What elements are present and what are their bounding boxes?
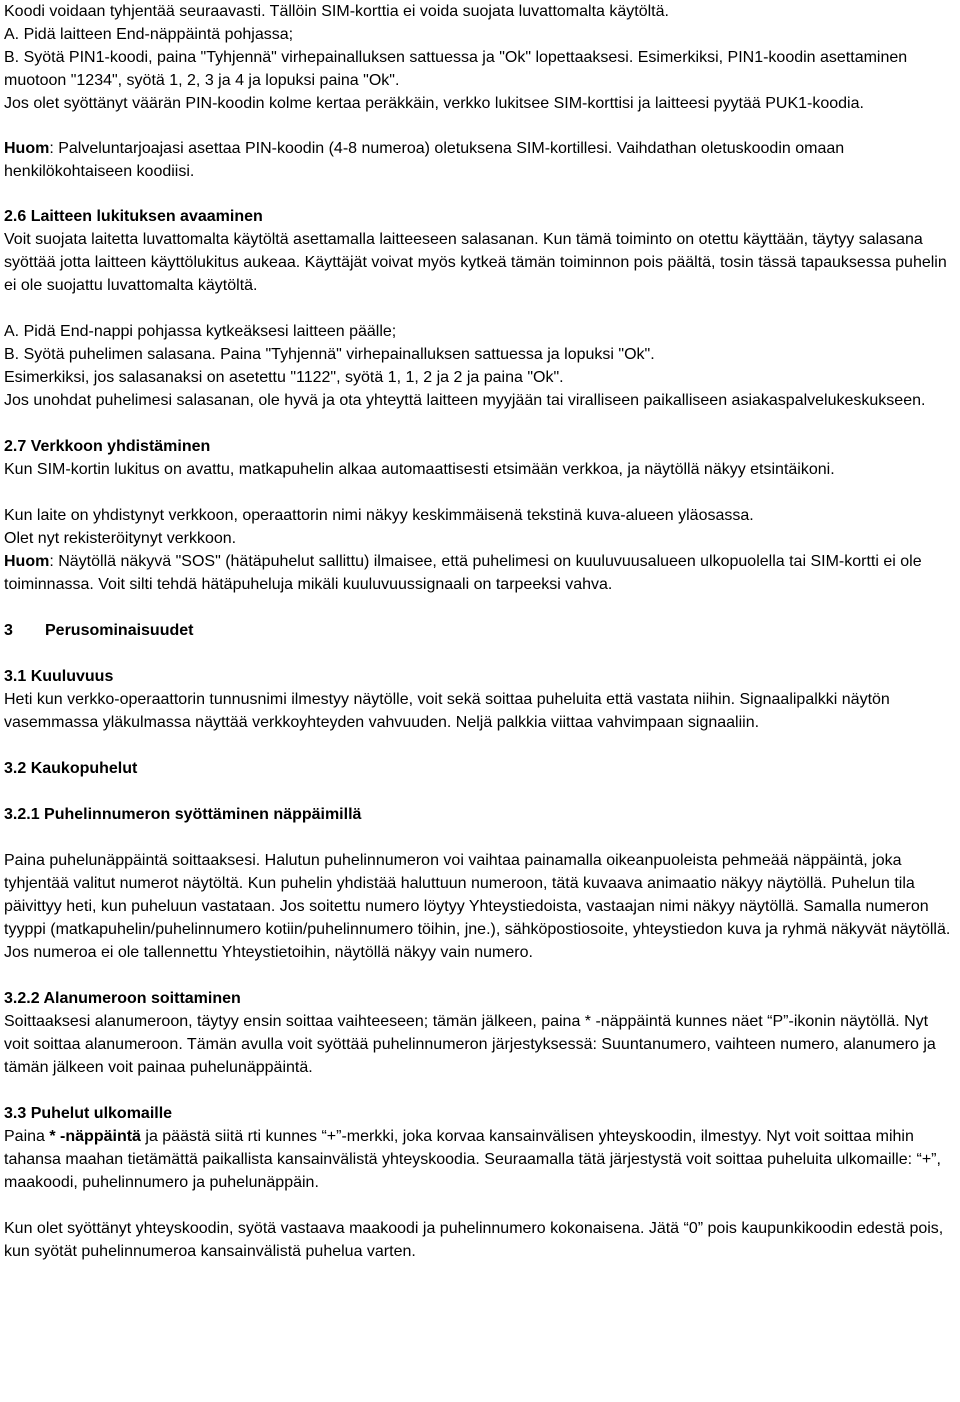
- heading-2-6: 2.6 Laitteen lukituksen avaaminen: [4, 208, 263, 225]
- heading-3-2: 3.2 Kaukopuhelut: [4, 760, 138, 777]
- heading-3-number: 3: [4, 622, 13, 639]
- heading-3-title: Perusominaisuudet: [45, 622, 194, 639]
- step-b: B. Syötä PIN1-koodi, paina "Tyhjennä" virhepainalluksen sattuessa ja "Ok" lopettaaksesi. Esimerkiksi, PIN1-koodin asettaminen muotoon "1234", syötä 1, 2, 3 ja 4 ja lopuksi paina "Ok".: [4, 49, 908, 89]
- step-2-6-a: A. Pidä End-nappi pohjassa kytkeäksesi laitteen päälle;: [4, 323, 397, 340]
- heading-3-2-1: 3.2.1 Puhelinnumeron syöttäminen näppäimillä: [4, 806, 362, 823]
- paragraph-3-2-2: Soittaaksesi alanumeroon, täytyy ensin soittaa vaihteeseen; tämän jälkeen, paina * -näppäintä kunnes näet “P”-ikonin näytöllä. Nyt voit soittaa alanumeroon. Tämän avulla voit syöttää puhelinnumeron järjestyksessä: Suuntanumero, vaihteen numero, alanumero ja tämän jälkeen voit painaa puhelunäppäintä.: [4, 1013, 936, 1076]
- step-2-6-b: B. Syötä puhelimen salasana. Paina "Tyhjennä" virhepainalluksen sattuessa ja lopuksi "Ok".: [4, 346, 655, 363]
- heading-3: [4, 619, 954, 642]
- note-text: : Palveluntarjoajasi asettaa PIN-koodin (4-8 numeroa) oletuksena SIM-kortillesi. Vaihdathan oletuskoodin omaan henkilökohtaiseen koodiisi.: [4, 140, 845, 180]
- example-2-6: Esimerkiksi, jos salasanaksi on asetettu "1122", syötä 1, 1, 2 ja 2 ja paina "Ok".: [4, 369, 564, 386]
- paragraph-2-7-connected: Kun laite on yhdistynyt verkkoon, operaattorin nimi näkyy keskimmäisenä tekstinä kuva-alueen yläosassa.: [4, 507, 754, 524]
- paragraph-3-2-1: Paina puhelunäppäintä soittaaksesi. Halutun puhelinnumeron voi vaihtaa painamalla oikeanpuoleista pehmeää näppäintä, joka tyhjentää valitut numerot näytöltä. Kun puhelin yhdistää haluttuun numeroon, tätä kuvaava animaatio näkyy näytöllä. Puhelun tila päivittyy heti, kun puheluun vastataan. Jos soitettu numero löytyy Yhteystiedoista, vastaajan nimi näkyy näytöllä. Samalla numeron tyyppi (matkapuhelin/puhelinnumero kotiin/puhelinnumero töihin, jne.), sähköpostiosoite, yhteystiedon kuva ja ryhmä näkyvät näytöllä. Jos numeroa ei ole tallennettu Yhteystietoihin, näytöllä näkyy vain numero.: [4, 852, 951, 961]
- paragraph-3-3-main: [4, 1125, 954, 1194]
- note-pin: [4, 137, 954, 183]
- pin-warning: Jos olet syöttänyt väärän PIN-koodin kolme kertaa peräkkäin, verkko lukitsee SIM-korttisi ja laitteesi pyytää PUK1-koodia.: [4, 95, 864, 112]
- note-sos: [4, 550, 954, 596]
- forgot-password: Jos unohdat puhelimesi salasanan, ole hyvä ja ota yhteyttä laitteen myyjään tai viralliseen paikalliseen asiakaspalvelukeskukseen.: [4, 392, 926, 409]
- step-a: A. Pidä laitteen End-näppäintä pohjassa;: [4, 26, 294, 43]
- paragraph-3-1: Heti kun verkko-operaattorin tunnusnimi ilmestyy näytölle, voit sekä soittaa puheluita että vastata niihin. Signaalipalkki näytön vasemmassa yläkulmassa näyttää verkkoyhteyden vahvuuden. Neljä palkkia viittaa vahvimpaan signaaliin.: [4, 691, 890, 731]
- text-segment: Paina: [4, 1128, 50, 1145]
- note-label: Huom: [4, 553, 50, 570]
- note-label: Huom: [4, 140, 50, 157]
- heading-3-1: 3.1 Kuuluvuus: [4, 668, 114, 685]
- paragraph-2-6-intro: Voit suojata laitetta luvattomalta käytöltä asettamalla laitteeseen salasanan. Kun tämä toiminto on otettu käyttään, täytyy salasana syöttää jotta laitteen käyttölukitus aukeaa. Käyttäjät voivat myös kytkeä tämän toiminnon pois päältä, tosin tässä tapauksessa puhelin ei ole suojattu luvattomalta käytöltä.: [4, 231, 947, 294]
- text-segment-bold: * -näppäintä: [49, 1128, 141, 1145]
- heading-2-7: 2.7 Verkkoon yhdistäminen: [4, 438, 211, 455]
- intro-line: Koodi voidaan tyhjentää seuraavasti. Tällöin SIM-korttia ei voida suojata luvattomalta käytöltä.: [4, 3, 669, 20]
- heading-3-3: 3.3 Puhelut ulkomaille: [4, 1105, 173, 1122]
- note-text: : Näytöllä näkyvä "SOS" (hätäpuhelut sallittu) ilmaisee, että puhelimesi on kuuluvuusalueen ulkopuolella tai SIM-kortti ei ole toiminnassa. Voit silti tehdä hätäpuheluja mikäli kuuluvuussignaali on tarpeeksi vahva.: [4, 553, 922, 593]
- paragraph-2-7-search: Kun SIM-kortin lukitus on avattu, matkapuhelin alkaa automaattisesti etsimään verkkoa, ja näytöllä näkyy etsintäikoni.: [4, 461, 835, 478]
- text-segment: ja päästä siitä rti kunnes “+”-merkki, joka korvaa kansainvälisen yhteyskoodin, ilmestyy. Nyt voit soittaa mihin tahansa maahan tietämättä paikallista kansainvälistä yhteyskoodia. Seuraamalla tätä järjestystä voit soittaa puheluita ulkomaille: “+”, maakoodi, puhelinnumero ja puhelunäppäin.: [4, 1128, 941, 1191]
- paragraph-3-3-country-code: Kun olet syöttänyt yhteyskoodin, syötä vastaava maakoodi ja puhelinnumero kokonaisena. Jätä “0” pois kaupunkikoodin edestä pois, kun syötät puhelinnumeroa kansainvälistä puhelua varten.: [4, 1220, 944, 1260]
- paragraph-2-7-registered: Olet nyt rekisteröitynyt verkkoon.: [4, 530, 237, 547]
- heading-3-2-2: 3.2.2 Alanumeroon soittaminen: [4, 990, 241, 1007]
